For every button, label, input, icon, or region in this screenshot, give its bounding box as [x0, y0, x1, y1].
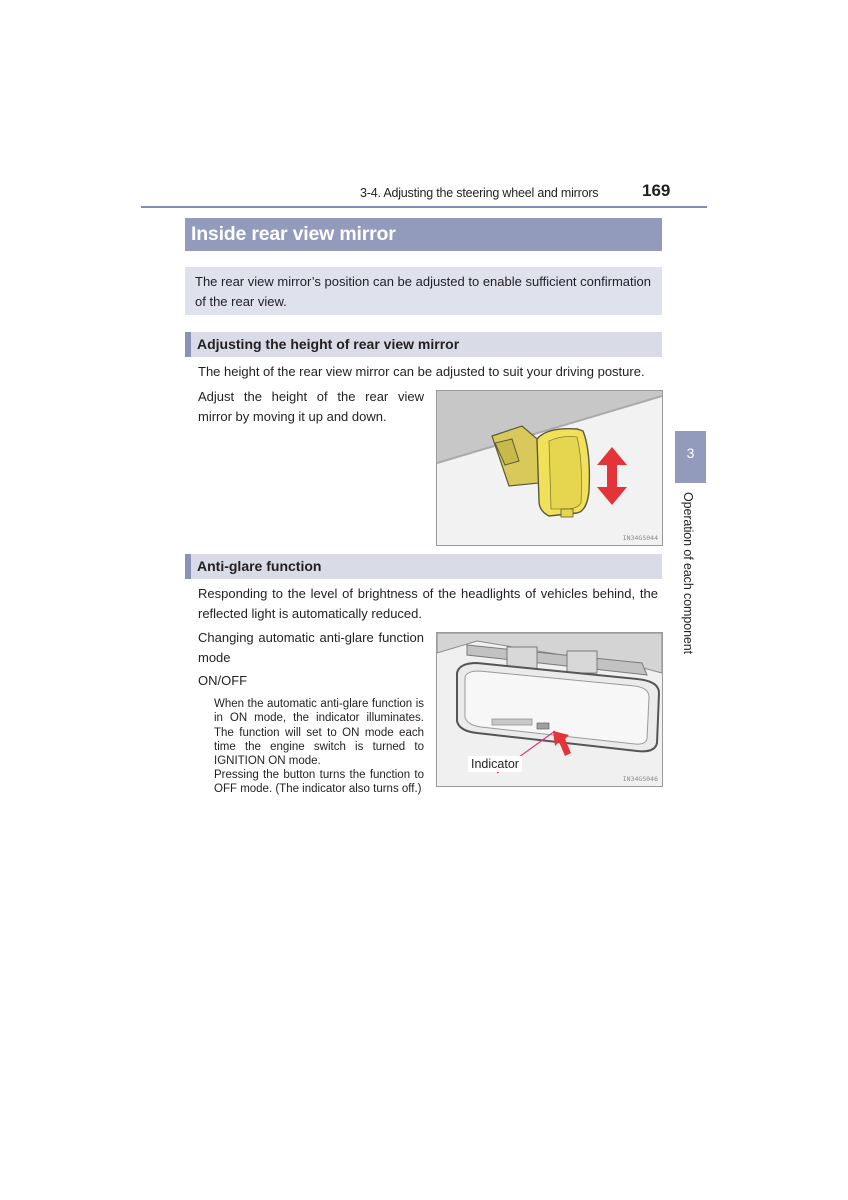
antiglare-note-2: Pressing the button turns the function to OFF mode. (The indicator also turns off.) — [214, 769, 424, 796]
section-heading-height: Adjusting the height of rear view mirror — [185, 332, 662, 357]
page-title: Inside rear view mirror — [185, 218, 662, 251]
antiglare-note-1: When the automatic anti-glare function is in ON mode, the indicator illuminates. The function will set to ON mode each time the engine switch is turned to IGNITION ON mode. — [214, 698, 424, 768]
height-paragraph-2: Adjust the height of the rear view mirror by moving it up and down. — [198, 389, 424, 424]
antiglare-paragraph-1: Responding to the level of brightness of the headlights of vehicles behind, the reflected light is automatically reduced. — [198, 586, 658, 621]
intro-text: The rear view mirror’s position can be adjusted to enable sufficient confirmation of the rear view. — [195, 274, 651, 309]
figure-code: IN34GS046 — [622, 775, 658, 783]
mirror-height-illustration — [437, 391, 662, 545]
intro-box — [185, 267, 662, 315]
up-down-arrow-icon — [597, 447, 627, 505]
running-header: 3-4. Adjusting the steering wheel and mirrors — [360, 186, 599, 200]
page-number: 169 — [642, 181, 671, 200]
chapter-tab: 3 — [675, 431, 706, 483]
height-paragraph-1: The height of the rear view mirror can be adjusted to suit your driving posture. — [198, 364, 645, 379]
press-arrow-icon — [549, 729, 573, 757]
figure-code: IN34GS044 — [622, 534, 658, 542]
header-rule — [141, 206, 707, 208]
mirror-height-figure — [436, 390, 663, 546]
chapter-title: Operation of each component — [681, 492, 695, 654]
mode-label: ON/OFF — [198, 673, 248, 688]
section-heading-antiglare: Anti-glare function — [185, 554, 662, 579]
indicator-callout: Indicator — [468, 756, 522, 772]
antiglare-paragraph-2: Changing automatic anti-glare function mode — [198, 630, 424, 665]
